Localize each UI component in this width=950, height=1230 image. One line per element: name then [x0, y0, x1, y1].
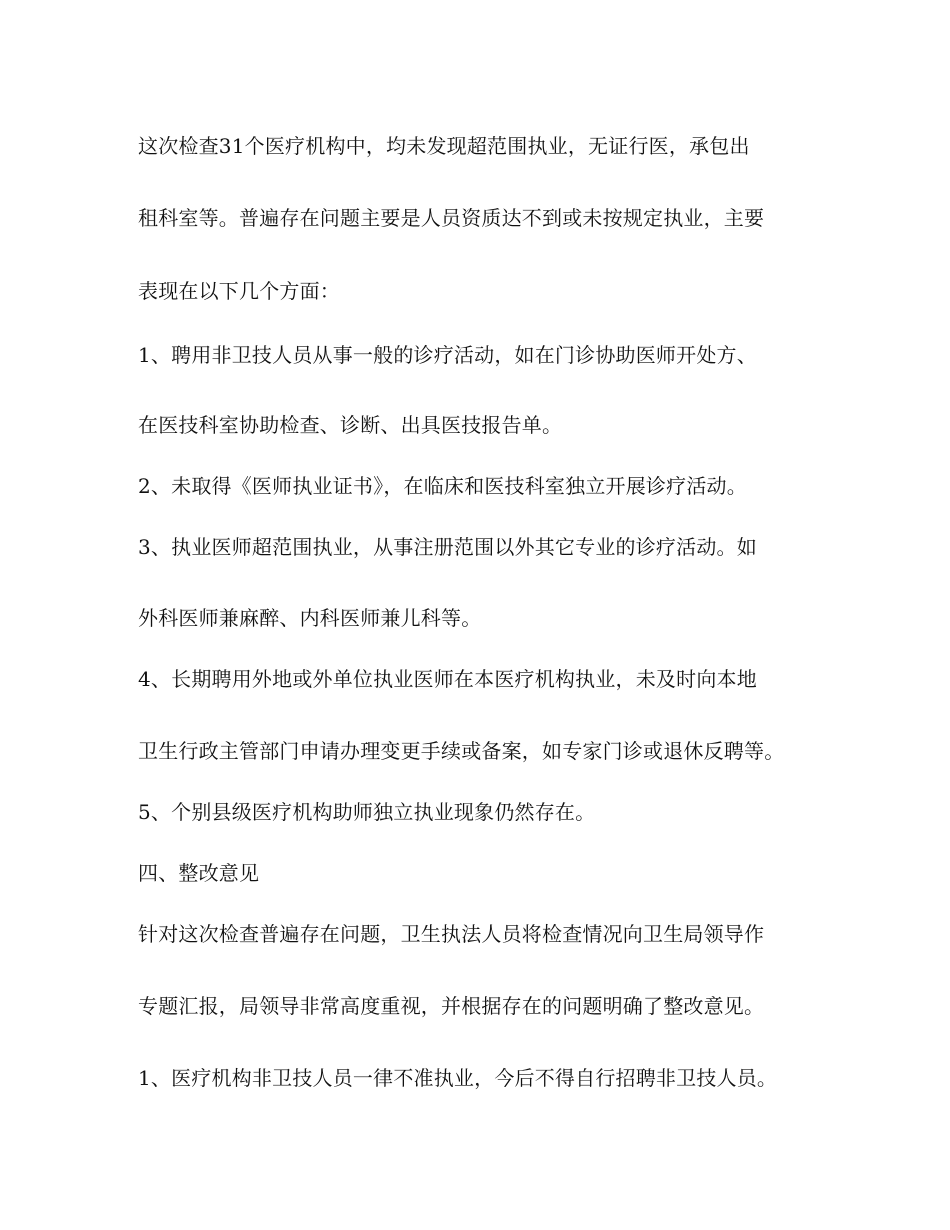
section-heading: 四、整改意见 [138, 861, 260, 885]
paragraph-line-2: 租科室等。普遍存在问题主要是人员资质达不到或未按规定执业，主要 [138, 206, 765, 230]
paragraph-2-line-2: 专题汇报，局领导非常高度重视，并根据存在的问题明确了整改意见。 [138, 994, 765, 1018]
list-item-1-line-2: 在医技科室协助检查、诊断、出具医技报告单。 [138, 413, 563, 437]
list-item-3-line-1: 3、执业医师超范围执业，从事注册范围以外其它专业的诊疗活动。如 [138, 535, 757, 559]
list-item-4-line-1: 4、长期聘用外地或外单位执业医师在本医疗机构执业，未及时向本地 [138, 667, 757, 691]
paragraph-line-3: 表现在以下几个方面： [138, 279, 340, 303]
list-item-4-line-2: 卫生行政主管部门申请办理变更手续或备案，如专家门诊或退休反聘等。 [138, 739, 785, 763]
paragraph-2-line-1: 针对这次检查普遍存在问题，卫生执法人员将检查情况向卫生局领导作 [138, 922, 765, 946]
list-item-2: 2、未取得《医师执业证书》，在临床和医技科室独立开展诊疗活动。 [138, 474, 747, 498]
list-item-5: 5、个别县级医疗机构助师独立执业现象仍然存在。 [138, 800, 596, 824]
rectification-item-1: 1、医疗机构非卫技人员一律不准执业，今后不得自行招聘非卫技人员。 [138, 1066, 778, 1090]
list-item-3-line-2: 外科医师兼麻醉、内科医师兼儿科等。 [138, 606, 482, 630]
list-item-1-line-1: 1、聘用非卫技人员从事一般的诊疗活动，如在门诊协助医师开处方、 [138, 343, 757, 367]
paragraph-line-1: 这次检查31个医疗机构中，均未发现超范围执业，无证行医，承包出 [138, 134, 750, 158]
